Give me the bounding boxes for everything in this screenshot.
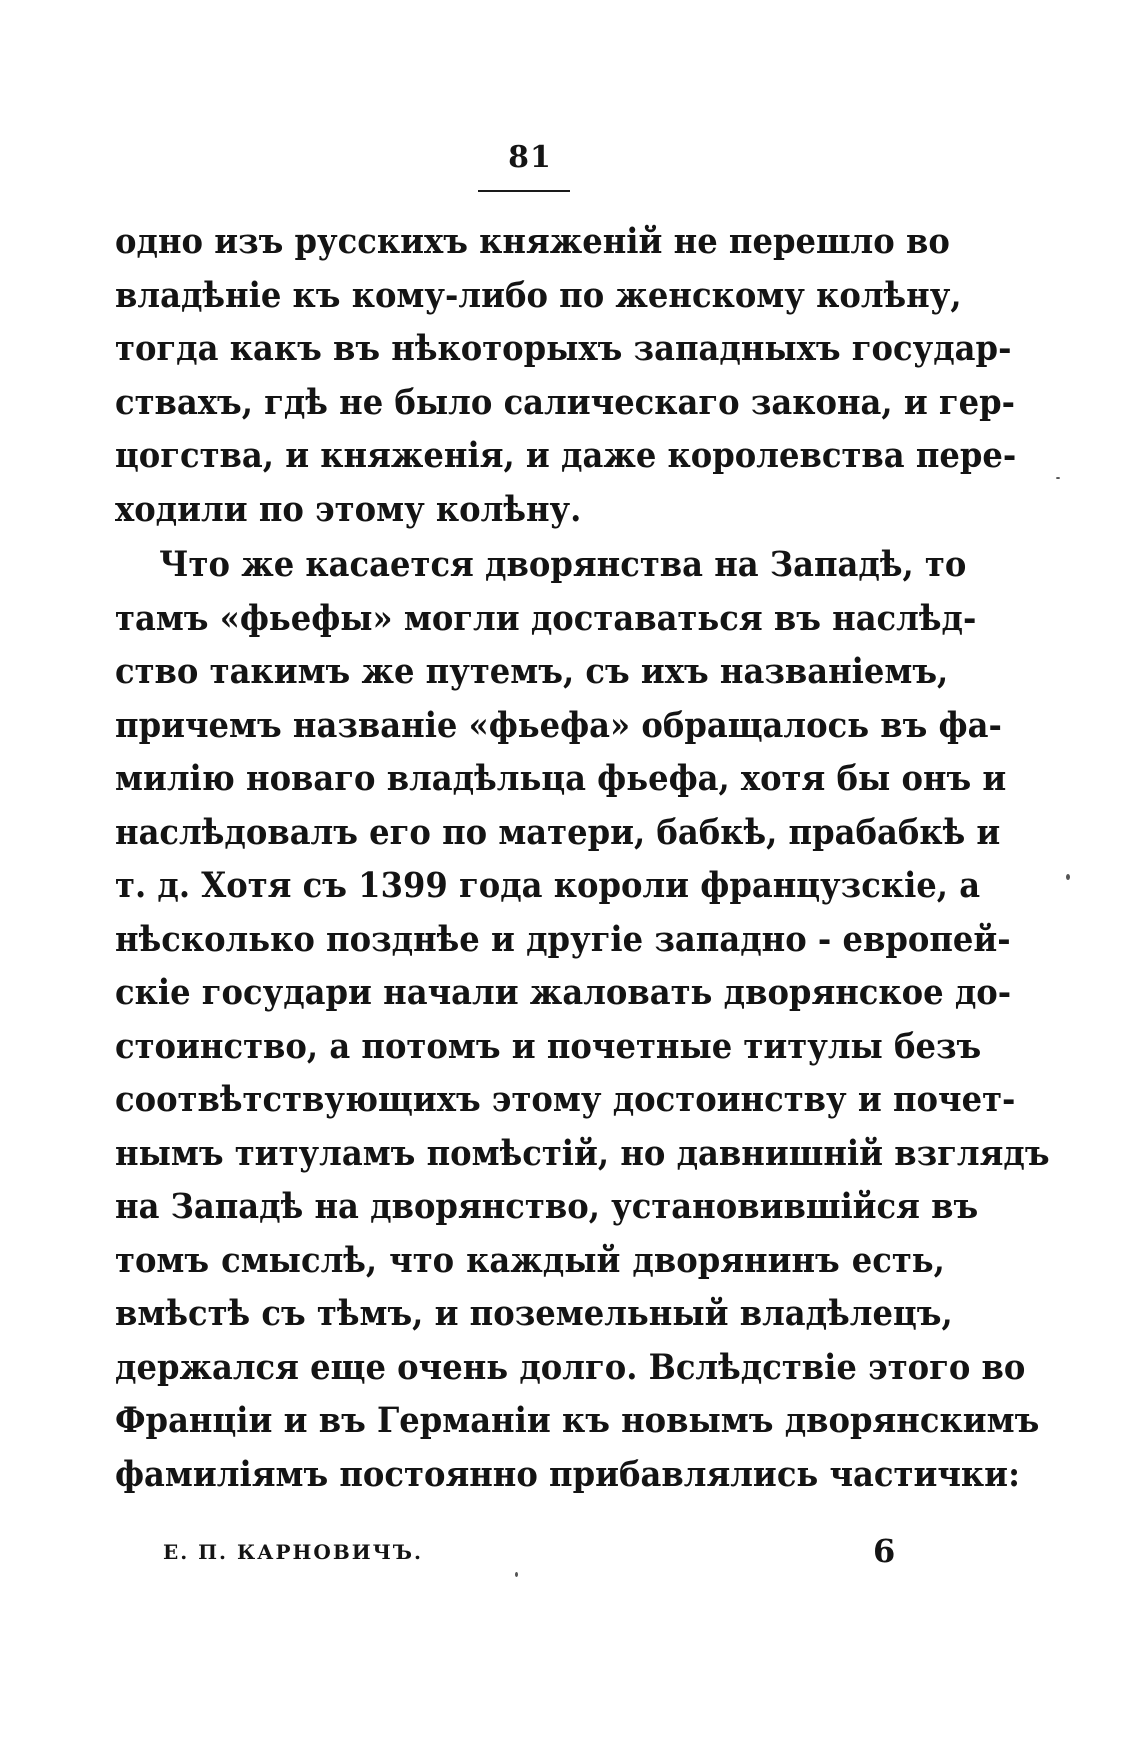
print-speck: [1056, 477, 1060, 479]
text-line: стоинство, а потомъ и почетные титулы безъ: [115, 1025, 982, 1067]
text-line: ходили по этому колѣну.: [115, 488, 582, 530]
text-line: нымъ титуламъ помѣстій, но давнишній взглядъ: [115, 1132, 1050, 1174]
text-line: тогда какъ въ нѣкоторыхъ западныхъ государ-: [115, 328, 1012, 369]
text-line: наслѣдовалъ его по матери, бабкѣ, прабабкѣ и: [115, 811, 1001, 853]
print-speck: [1066, 874, 1070, 880]
text-line: на Западѣ на дворянство, установившійся въ: [115, 1186, 979, 1227]
signature: Е. П. КАРНОВИЧЪ.: [163, 1540, 423, 1564]
text-line: владѣніе къ кому-либо по женскому колѣну,: [115, 274, 962, 316]
paragraph-1: [115, 215, 1017, 536]
paragraph-2: [115, 538, 1050, 1501]
text-line: тамъ «фьефы» могли доставаться въ наслѣд-: [115, 597, 977, 639]
body-text: [115, 215, 1050, 1501]
text-line: томъ смыслѣ, что каждый дворянинъ есть,: [115, 1239, 945, 1281]
text-line: т. д. Хотя съ 1399 года короли французскіе, а: [115, 865, 981, 906]
print-speck: [515, 1572, 518, 1577]
page-number: 81: [508, 140, 552, 175]
signature-mark: 6: [873, 1532, 896, 1570]
text-line: причемъ названіе «фьефа» обращалось въ фа-: [115, 704, 1002, 746]
text-line: скіе государи начали жаловать дворянское до-: [115, 972, 1012, 1013]
text-line: Франціи и въ Германіи къ новымъ дворянскимъ: [115, 1400, 1040, 1441]
text-line: фамиліямъ постоянно прибавлялись частички:: [115, 1453, 1020, 1495]
text-line: нѣсколько позднѣе и другіе западно - европей-: [115, 918, 1011, 960]
text-line: соотвѣтствующихъ этому достоинству и почет-: [115, 1079, 1016, 1120]
text-line: держался еще очень долго. Вслѣдствіе этого во: [115, 1346, 1026, 1388]
text-line: одно изъ русскихъ княженій не перешло во: [115, 221, 950, 262]
text-line: вмѣстѣ съ тѣмъ, и поземельный владѣлецъ,: [115, 1293, 953, 1334]
header-rule: [478, 190, 570, 192]
text-line: ствахъ, гдѣ не было салическаго закона, и гер-: [115, 381, 1016, 423]
text-line: цогства, и княженія, и даже королевства пере-: [115, 435, 1017, 476]
text-line: милію новаго владѣльца фьефа, хотя бы онъ и: [115, 758, 1007, 799]
text-line: Что же касается дворянства на Западѣ, то: [159, 544, 967, 585]
text-line: ство такимъ же путемъ, съ ихъ названіемъ,: [115, 651, 949, 692]
